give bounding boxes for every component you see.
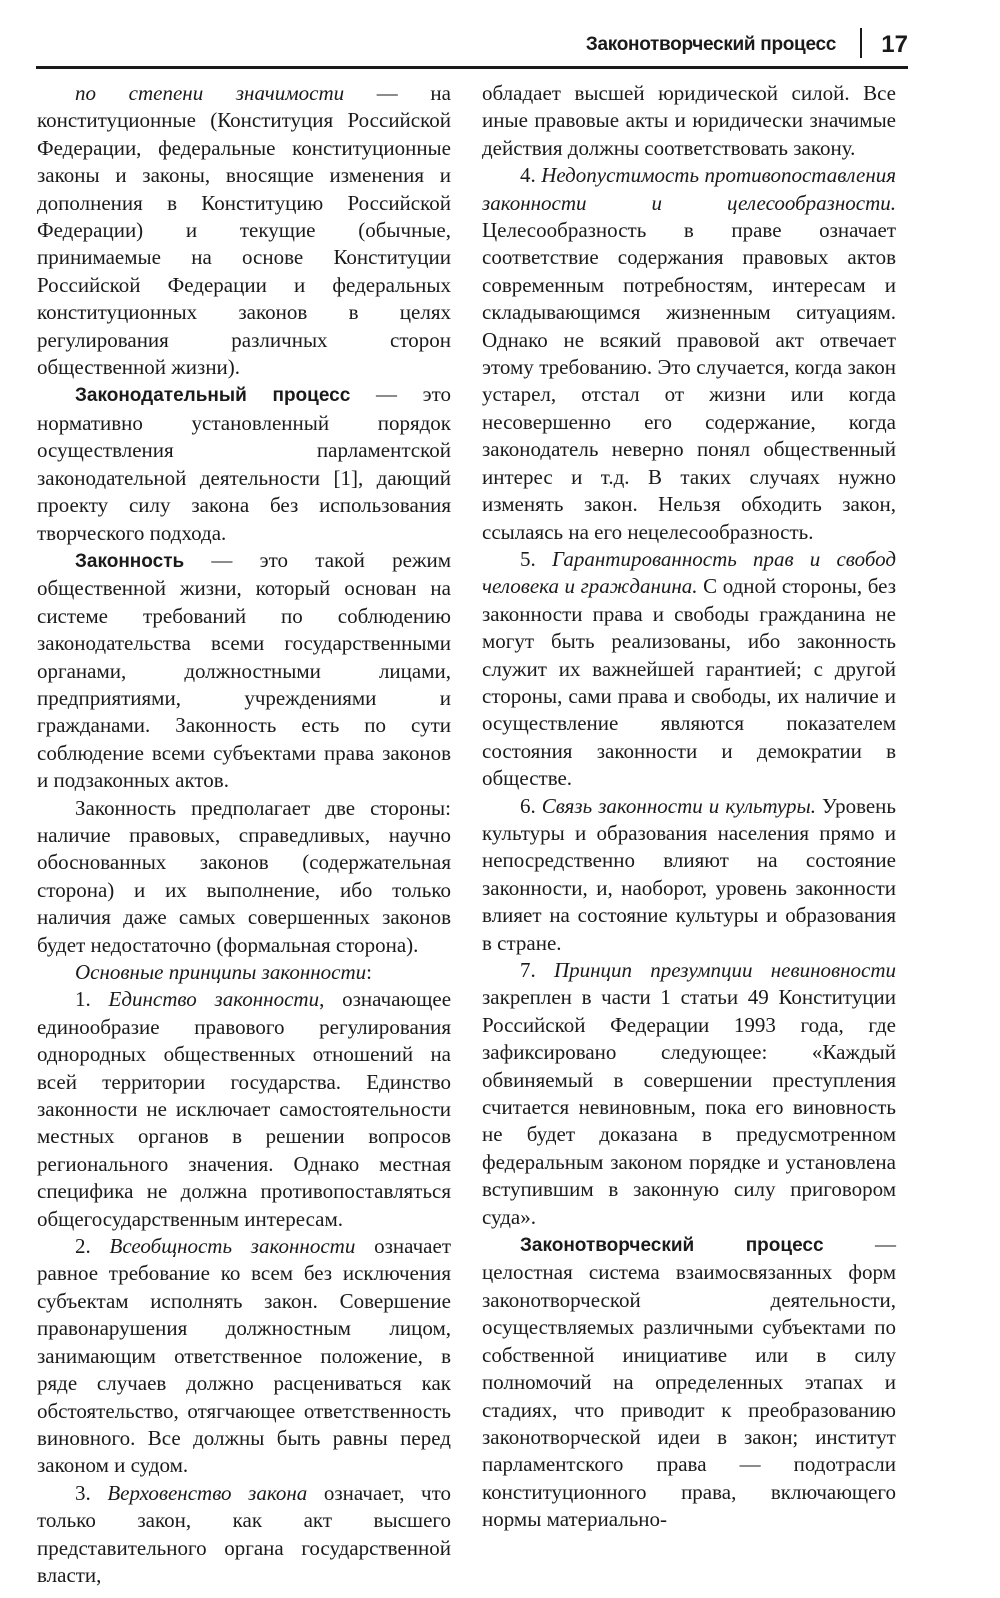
italic-phrase: по степени значимости: [75, 81, 345, 105]
running-title: Законотворческий процесс: [585, 34, 836, 55]
paragraph-text: обладает высшей юридической силой. Все иные правовые акты и юридически значимые действия должны соответствовать закону.: [482, 81, 896, 160]
definition-paragraph: [37, 381, 451, 546]
principle-title: Единство законности: [108, 987, 320, 1012]
paragraph-text: Законность предполагает две стороны: наличие правовых, справедливых, научно обоснованных законов (содержательная сторона) и их выполнение, ибо только наличия даже самых совершенных законов будет недостаточно (формальная сторона).: [37, 795, 451, 957]
paragraph-text: — это такой режим общественной жизни, который основан на системе требований по соблюдению законодательства всеми государственными органами, должностными лицами, предприятиями, учреждениями и гражданами. Законность есть по сути соблюдение всеми субъектами права законов и подзаконных актов.: [37, 547, 451, 793]
defined-term: Законотворческий процесс: [520, 1235, 824, 1257]
principle-item: [37, 1233, 451, 1480]
principle-title: Всеобщность законности: [109, 1234, 356, 1259]
item-number: 3.: [75, 1480, 108, 1505]
paragraph-text: Целесообразность в праве означает соответствие содержания правовых актов современным потребностям, интересам и складывающимся жизненным ситуациям. Однако не всякий правовой акт отвечает этому требованию. Это случается, когда закон устарел, отстал от жизни или когда несовершенно его содержание, когда законодатель неверно понял общественный интерес и т.д. В таких случаях нужно изменять закон. Нельзя обходить закон, ссылаясь на его нецелесообразность.: [482, 218, 896, 544]
principle-item: [482, 793, 896, 957]
italic-phrase: Основные принципы законности: [75, 960, 367, 984]
paragraph-text: — целостная система взаимосвязанных форм законотворческой деятельности, осуществляемых различными субъектами по собственной инициативе или в силу полномочий на определенных этапах и стадиях, что приводит к преобразованию законотворческой идеи в закон; институт парламентского права — подотрасли конституционного права, включающего нормы материально-: [482, 1232, 896, 1532]
paragraph-text: означает равное требование ко всем без исключения субъектам исполнять закон. Совершение правонарушения должностным лицом, занимающим ответственное положение, в ряде случаев должно расцениваться как обстоятельство, отягчающее ответственность виновного. Все должны быть равны перед законом и судом.: [37, 1234, 451, 1478]
item-number: 4.: [520, 163, 542, 188]
principles-heading: [37, 959, 451, 986]
paragraph-text: , означающее единообразие правового регулирования однородных общественных отношений на всей территории государства. Единство законности не исключает самостоятельности местных органов в решении вопросов регионального значения. Однако местная специфика не должна противопоставляться общегосударственным интересам.: [37, 987, 452, 1231]
paragraph: [37, 80, 451, 381]
header-separator: [860, 28, 862, 58]
principle-item: [482, 546, 896, 793]
principle-title: Верховенство закона: [107, 1480, 308, 1505]
principle-title: Связь законности и культуры.: [541, 793, 816, 818]
item-number: 5.: [520, 546, 552, 571]
definition-paragraph: [482, 1231, 896, 1533]
page-number: 17: [881, 31, 908, 58]
right-column: [482, 80, 896, 1534]
paragraph-text: С одной стороны, без законности права и свободы гражданина не могут быть реализованы, ибо законность служит их важнейшей гарантией; с другой стороны, сами права и свободы, их наличие и осуществление являются показателем состояния законности и демократии в обществе.: [482, 574, 896, 791]
paragraph-text: :: [366, 960, 373, 984]
running-header: [36, 26, 908, 69]
definition-paragraph: [37, 547, 451, 795]
left-column: [37, 80, 451, 1589]
item-number: 1.: [75, 987, 109, 1012]
principle-item: [37, 986, 451, 1233]
item-number: 7.: [520, 958, 554, 982]
paragraph-text: означает, что только закон, как акт высшего представительного органа государственной власти,: [37, 1480, 451, 1587]
paragraph: [37, 795, 451, 959]
principle-item: [482, 162, 896, 546]
paragraph-continuation: [482, 80, 896, 162]
item-number: 2.: [75, 1234, 110, 1259]
principle-title: Принцип презумпции невиновности: [553, 958, 897, 982]
principle-title: Недопустимость противопоставления законности и целесообразности.: [482, 163, 896, 215]
paragraph-text: — на конституционные (Конституция Российской Федерации, федеральные конституционные законы и законы, вносящие изменения и дополнения в Конституцию Российской Федерации) и текущие (обычные, принимаемые на основе Конституции Российской Федерации и федеральных конституционных законов в целях регулирования различных сторон общественной жизни).: [37, 81, 451, 380]
principle-title: Гарантированность прав и свобод человека и гражданина.: [482, 546, 896, 599]
paragraph-text: — это нормативно установленный порядок осуществления парламентской законодательной деятельности [1], дающий проекту силу закона без использования творческого подхода.: [37, 382, 451, 545]
principle-item: [482, 957, 896, 1231]
paragraph-text: закреплен в части 1 статьи 49 Конституции Российской Федерации 1993 года, где зафиксировано следующее: «Каждый обвиняемый в совершении преступления считается невиновным, пока его виновность не будет доказана в предусмотренном федеральным законом порядке и установлена вступившим в законную силу приговором суда».: [482, 985, 896, 1229]
defined-term: Законодательный процесс: [75, 385, 351, 407]
defined-term: Законность: [75, 550, 185, 572]
paragraph-text: Уровень культуры и образования населения прямо и непосредственно влияют на состояние законности, и, наоборот, уровень законности влияет на состояние культуры и образования в стране.: [482, 793, 896, 955]
item-number: 6.: [520, 793, 542, 818]
principle-item: [37, 1480, 451, 1590]
